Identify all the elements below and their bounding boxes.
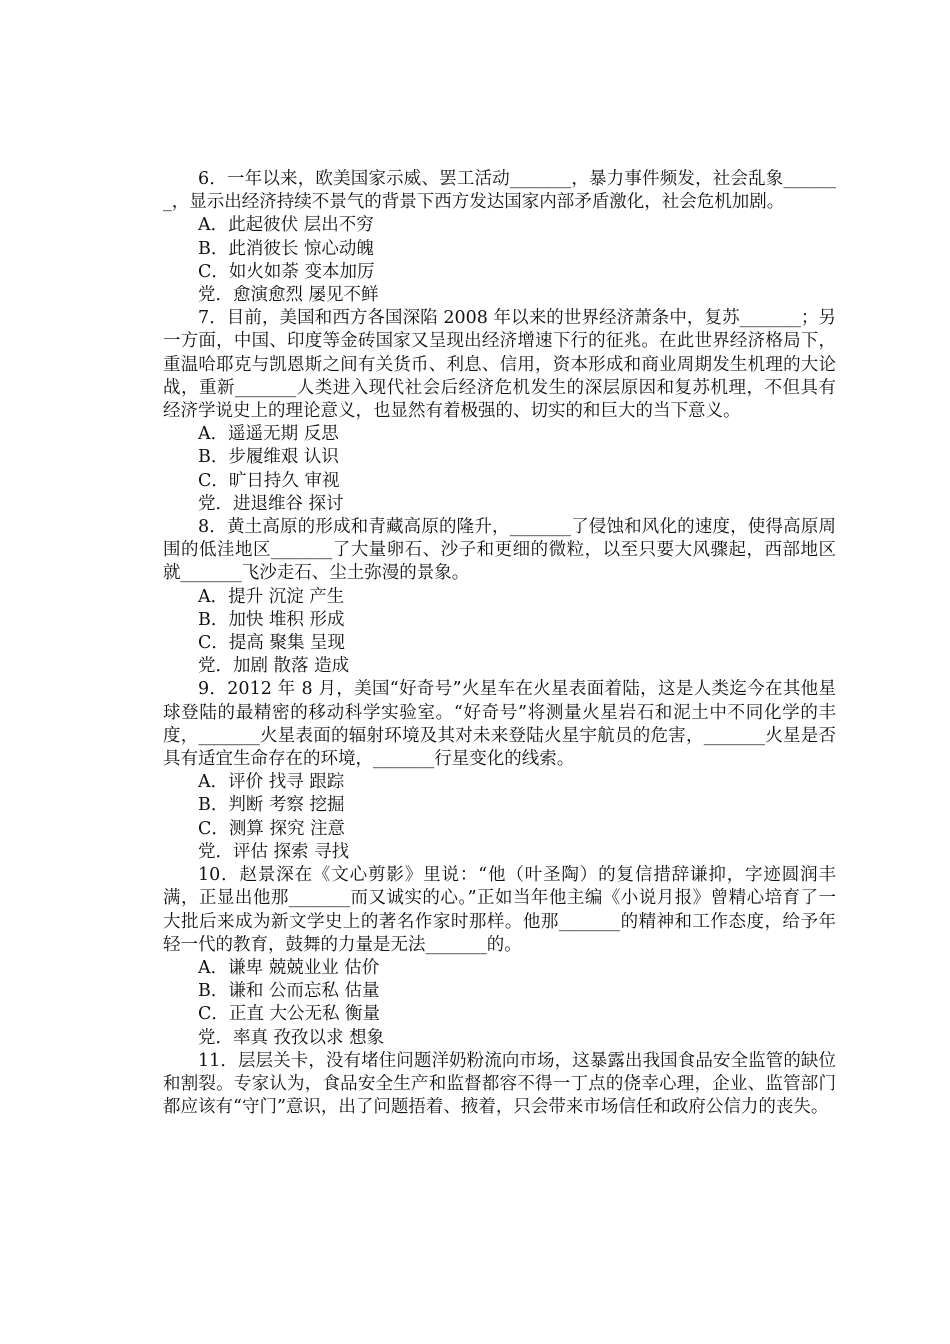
option-a: A．提升 沉淀 产生 [198, 586, 345, 607]
option-d: 党．加剧 散落 造成 [198, 656, 350, 677]
question-stem: 6．一年以来，欧美国家示威、罢工活动_______，暴力事件频发，社会乱象_______，显示出经济持续不景气的背景下西方发达国家内部矛盾激化，社会危机加剧。 [163, 169, 836, 213]
option-b: B．步履维艰 认识 [198, 447, 339, 468]
option-b: B．判断 考察 挖掘 [198, 795, 345, 816]
question-stem: 11．层层关卡，没有堵住问题洋奶粉流向市场，这暴露出我国食品安全监管的缺位和割裂。专家认为，食品安全生产和监督都容不得一丁点的侥幸心理，企业、监管部门都应该有“守门”意识，出了问题捂着、掖着，只会带来市场信任和政府公信力的丧失。 [163, 1050, 836, 1118]
option-c: C．旷日持久 审视 [198, 470, 340, 491]
option-a: A．评价 找寻 跟踪 [198, 772, 345, 793]
option-c: C．测算 探究 注意 [198, 818, 346, 839]
question-stem: 10．赵景深在《文心剪影》里说：“他（叶圣陶）的复信措辞谦抑，字迹圆润丰满，正显出他那_______而又诚实的心。”正如当年他主编《小说月报》曾精心培育了一大批后来成为新文学史上的著名作家时那样。他那_______的精神和工作态度，给予年轻一代的教育，鼓舞的力量是无法_______的。 [163, 865, 836, 955]
question-stem: 8．黄土高原的形成和青藏高原的隆升，_______了侵蚀和风化的速度，使得高原周围的低洼地区_______了大量卵石、沙子和更细的微粒，以至只要大风骤起，西部地区就_______飞沙走石、尘土弥漫的景象。 [163, 517, 836, 584]
option-d: 党．率真 孜孜以求 想象 [198, 1027, 385, 1048]
option-a: A．此起彼伏 层出不穷 [198, 215, 374, 236]
question-10 [163, 864, 836, 1050]
option-a: A．遥遥无期 反思 [198, 424, 339, 445]
question-8 [163, 516, 836, 678]
document-page [163, 168, 836, 1119]
option-c: C．正直 大公无私 衡量 [198, 1004, 381, 1025]
option-d: 党．评估 探索 寻找 [198, 841, 350, 862]
option-a: A．谦卑 兢兢业业 估价 [198, 957, 380, 978]
question-6 [163, 168, 836, 307]
option-d: 党．愈演愈烈 屡见不鲜 [198, 285, 379, 306]
question-stem: 9．2012 年 8 月，美国“好奇号”火星车在火星表面着陆，这是人类迄今在其他星球登陆的最精密的移动科学实验室。“好奇号”将测量火星岩石和泥土中不同化学的丰度，_______火星表面的辐射环境及其对未来登陆火星宇航员的危害，_______火星是否具有适宜生命存在的环境，_______行星变化的线索。 [163, 679, 836, 770]
option-c: C．如火如荼 变本加厉 [198, 261, 375, 282]
question-9 [163, 678, 836, 864]
question-stem: 7．目前，美国和西方各国深陷 2008 年以来的世界经济萧条中，复苏_______；另一方面，中国、印度等金砖国家又呈现出经济增速下行的征兆。在此世界经济格局下，重温哈耶克与凯恩斯之间有关货币、利息、信用，资本形成和商业周期发生机理的大论战，重新_______人类进入现代社会后经济危机发生的深层原因和复苏机理，不但具有经济学说史上的理论意义，也显然有着极强的、切实的和巨大的当下意义。 [163, 308, 836, 422]
option-b: B．加快 堆积 形成 [198, 609, 345, 630]
option-b: B．谦和 公而忘私 估量 [198, 981, 380, 1002]
question-7 [163, 307, 836, 516]
option-d: 党．进退维谷 探讨 [198, 493, 344, 514]
question-11 [163, 1050, 836, 1120]
option-c: C．提高 聚集 呈现 [198, 633, 346, 654]
option-b: B．此消彼长 惊心动魄 [198, 238, 374, 259]
